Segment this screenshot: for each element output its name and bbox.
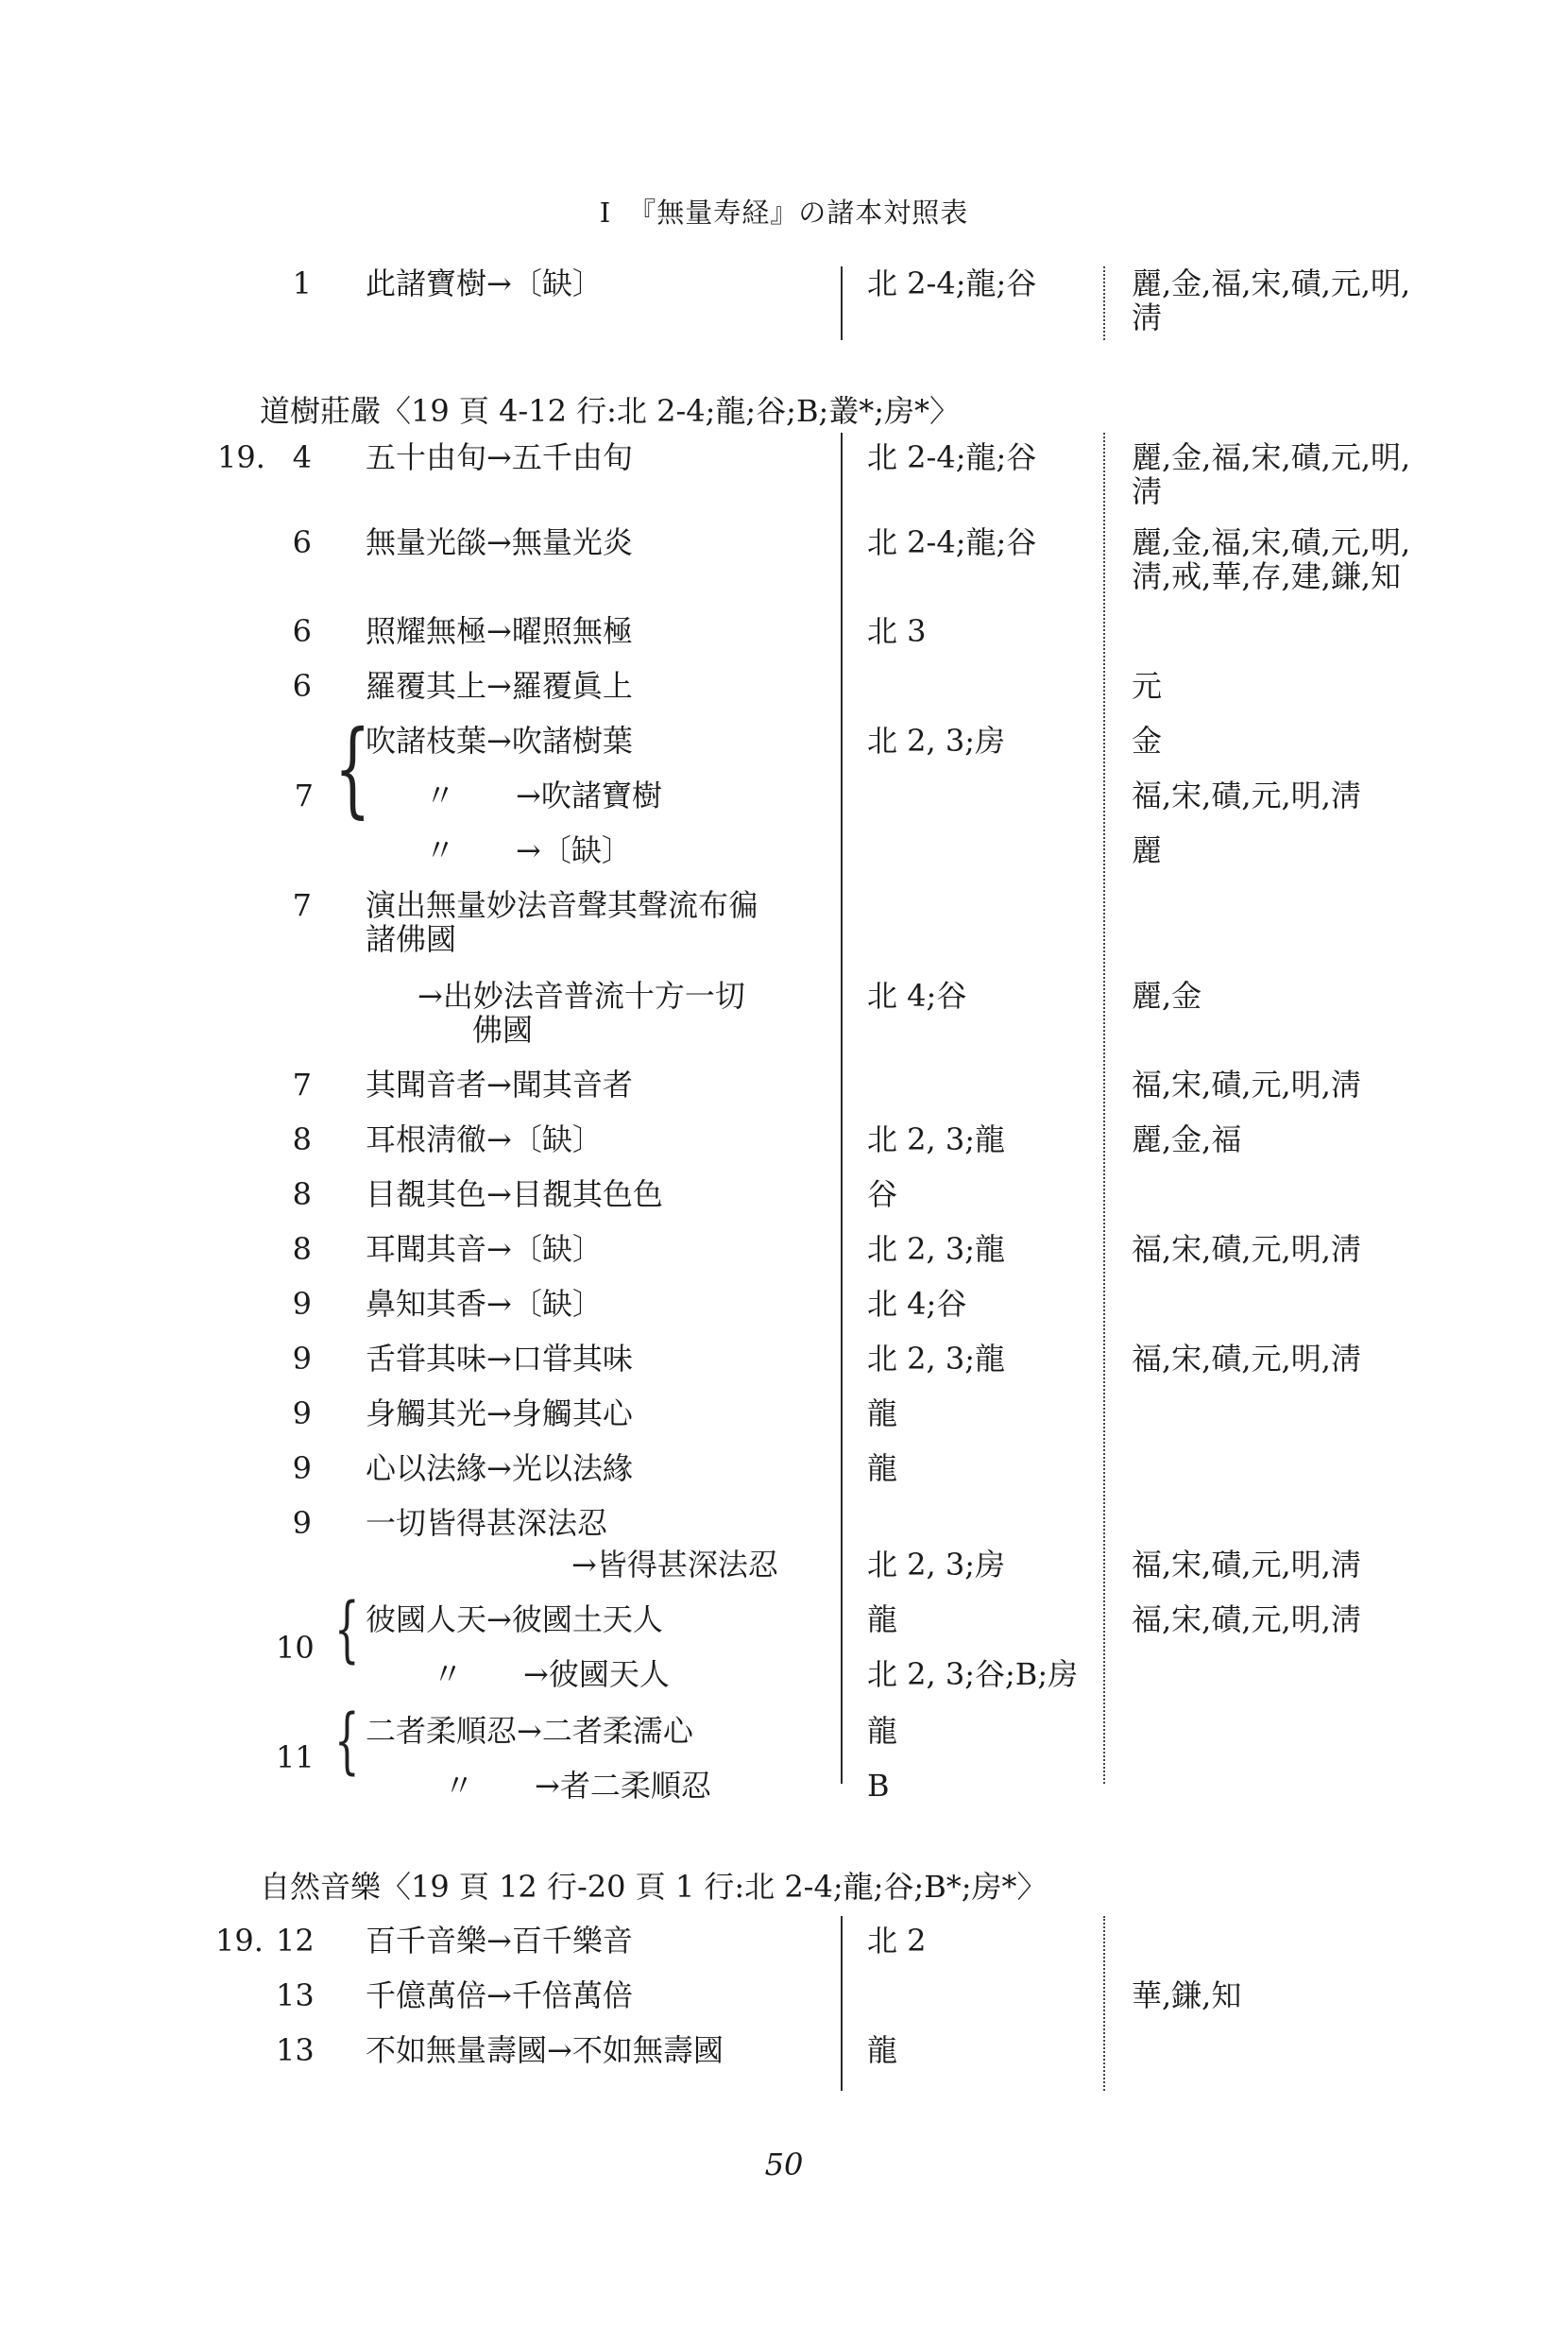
table-row (170, 1978, 1492, 2026)
variant-text-cont: 佛國 (472, 1012, 534, 1048)
variant-text: 吹諸枝葉→吹諸樹葉 (366, 723, 633, 759)
variant-text: 〃 →〔缺〕 (425, 832, 632, 868)
manuscripts: 龍 (867, 2032, 898, 2068)
editions: 福,宋,磧,元,明,淸 (1132, 1601, 1361, 1637)
line-number: 6 (292, 524, 312, 560)
table-row (170, 724, 1492, 771)
variant-text: 耳聞其音→〔缺〕 (366, 1231, 603, 1267)
variant-text: 〃 →彼國天人 (433, 1656, 670, 1692)
manuscripts: 北 2, 3;龍 (867, 1121, 1006, 1157)
table-row (170, 2033, 1492, 2080)
editions-cont: 淸 (1132, 473, 1163, 509)
chapter-numeral: I (599, 197, 612, 229)
editions-cont: 淸,戒,華,存,建,鎌,知 (1132, 558, 1402, 594)
variant-text: 舌甞其味→口甞其味 (366, 1341, 633, 1377)
editions: 華,鎌,知 (1132, 1977, 1242, 2013)
line-number: 9 (292, 1286, 312, 1322)
variant-text: 彼國人天→彼國土天人 (366, 1601, 663, 1637)
manuscripts: 龍 (867, 1450, 898, 1486)
running-header (0, 192, 1568, 231)
editions: 金 (1132, 723, 1163, 759)
line-number: 7 (292, 1067, 312, 1103)
line-number: 6 (292, 613, 312, 649)
variant-text: →出妙法音普流十方一切 (418, 978, 745, 1014)
line-number: 4 (292, 439, 312, 475)
variant-text: 其聞音者→聞其音者 (366, 1067, 633, 1103)
table-row (170, 1177, 1492, 1224)
editions: 福,宋,磧,元,明,淸 (1132, 1067, 1361, 1103)
table-row (170, 1396, 1492, 1444)
page-ref: 19. (215, 1923, 264, 1959)
line-number: 7 (292, 887, 312, 923)
page-number: 50 (764, 2147, 804, 2182)
chapter-title: 『無量寿経』の諸本対照表 (628, 197, 969, 229)
line-number: 12 (276, 1923, 315, 1959)
table-row (170, 979, 1492, 1054)
variant-text: 百千音樂→百千樂音 (366, 1923, 633, 1959)
variant-text: 鼻知其香→〔缺〕 (366, 1286, 603, 1322)
table-row (170, 778, 1492, 826)
variant-text: 〃 →吹諸寶樹 (425, 778, 662, 813)
line-number: 9 (292, 1395, 312, 1431)
table-row (170, 1714, 1492, 1761)
line-number: 6 (292, 668, 312, 704)
manuscripts: 北 4;谷 (867, 978, 967, 1014)
table-row (170, 833, 1492, 881)
table-row (170, 1739, 1492, 1816)
table-row (170, 1342, 1492, 1389)
variant-text: 不如無量壽國→不如無壽國 (366, 2032, 724, 2068)
editions: 麗,金,福,宋,磧,元,明, (1132, 439, 1411, 475)
editions: 元 (1132, 668, 1163, 704)
section-heading: 道樹莊嚴〈19 頁 4-12 行:北 2-4;龍;谷;B;叢*;房*〉 (260, 393, 961, 429)
editions: 麗,金,福,宋,磧,元,明, (1132, 524, 1411, 560)
section-heading: 自然音樂〈19 頁 12 行-20 頁 1 行:北 2-4;龍;谷;B*;房*〉 (260, 1869, 1048, 1905)
variant-text: 心以法緣→光以法緣 (366, 1450, 633, 1486)
table-row (170, 888, 1492, 964)
line-number: 13 (276, 1977, 315, 2013)
variant-text: 五十由旬→五千由旬 (366, 439, 633, 475)
variant-text: 演出無量妙法音聲其聲流布徧 (366, 887, 759, 923)
line-number: 9 (292, 1505, 312, 1541)
variant-text: 〃 →者二柔順忍 (444, 1768, 711, 1804)
table-row (170, 1232, 1492, 1279)
table-row (170, 439, 1492, 509)
manuscripts: 北 3 (867, 613, 927, 649)
table-row (170, 1068, 1492, 1115)
variant-text: 一切皆得甚深法忍 (366, 1505, 608, 1541)
variant-text: 此諸寶樹→〔缺〕 (366, 265, 603, 301)
variant-text: 照耀無極→曜照無極 (366, 613, 633, 649)
page-ref: 19. (217, 439, 265, 475)
line-number: 9 (292, 1341, 312, 1377)
editions: 福,宋,磧,元,明,淸 (1132, 1341, 1361, 1377)
manuscripts: 北 2-4;龍;谷 (867, 524, 1037, 560)
manuscripts: 龍 (867, 1601, 898, 1637)
editions-cont: 淸 (1132, 299, 1163, 335)
editions: 麗 (1132, 832, 1163, 868)
table-row (170, 1506, 1492, 1591)
variant-text: 羅覆其上→羅覆眞上 (366, 668, 633, 704)
manuscripts: 北 2-4;龍;谷 (867, 265, 1037, 301)
table-row (170, 1630, 1492, 1704)
line-number: 7 (294, 778, 314, 813)
table-row (170, 1451, 1492, 1498)
brace-line-10: { (334, 1586, 360, 1670)
variant-text: 身觸其光→身觸其心 (366, 1395, 633, 1431)
manuscripts: 北 2, 3;房 (867, 723, 1006, 759)
brace-line-11: { (334, 1698, 360, 1782)
line-number: 13 (276, 2032, 315, 2068)
line-number: 8 (292, 1121, 312, 1157)
line-number: 11 (276, 1739, 315, 1775)
editions: 福,宋,磧,元,明,淸 (1132, 778, 1361, 813)
line-number: 1 (292, 265, 312, 301)
manuscripts: 北 2 (867, 1923, 927, 1959)
variant-text: 二者柔順忍→二者柔濡心 (366, 1713, 693, 1749)
table-row (170, 265, 1492, 335)
manuscripts: 北 2, 3;谷;B;房 (867, 1656, 1079, 1692)
line-number: 9 (292, 1450, 312, 1486)
manuscripts: B (867, 1768, 890, 1804)
manuscripts: 龍 (867, 1395, 898, 1431)
manuscripts: 北 2-4;龍;谷 (867, 439, 1037, 475)
editions: 福,宋,磧,元,明,淸 (1132, 1231, 1361, 1267)
variant-text: 千億萬倍→千倍萬倍 (366, 1977, 633, 2013)
table-row (170, 1924, 1492, 1971)
table-row (170, 524, 1492, 594)
line-number: 8 (292, 1231, 312, 1267)
brace-line-7: { (334, 708, 371, 829)
editions: 福,宋,磧,元,明,淸 (1132, 1547, 1361, 1583)
manuscripts: 北 2, 3;龍 (867, 1231, 1006, 1267)
table-row (170, 614, 1492, 661)
editions: 麗,金,福 (1132, 1121, 1242, 1157)
manuscripts: 北 2, 3;房 (867, 1547, 1006, 1583)
table-row (170, 1122, 1492, 1170)
table-row (170, 1287, 1492, 1334)
manuscripts: 龍 (867, 1713, 898, 1749)
manuscripts: 谷 (867, 1176, 898, 1212)
manuscripts: 北 2, 3;龍 (867, 1341, 1006, 1377)
line-number: 10 (276, 1630, 315, 1666)
editions: 麗,金 (1132, 978, 1202, 1014)
variant-text: 無量光燄→無量光炎 (366, 524, 633, 560)
variant-text: 耳根淸徹→〔缺〕 (366, 1121, 603, 1157)
editions: 麗,金,福,宋,磧,元,明, (1132, 265, 1411, 301)
variant-text: 目覩其色→目覩其色色 (366, 1176, 663, 1212)
manuscripts: 北 4;谷 (867, 1286, 967, 1322)
table-row (170, 1602, 1492, 1650)
line-number: 8 (292, 1176, 312, 1212)
variant-text-cont: →皆得甚深法忍 (571, 1547, 778, 1583)
variant-text-cont: 諸佛國 (366, 921, 457, 957)
